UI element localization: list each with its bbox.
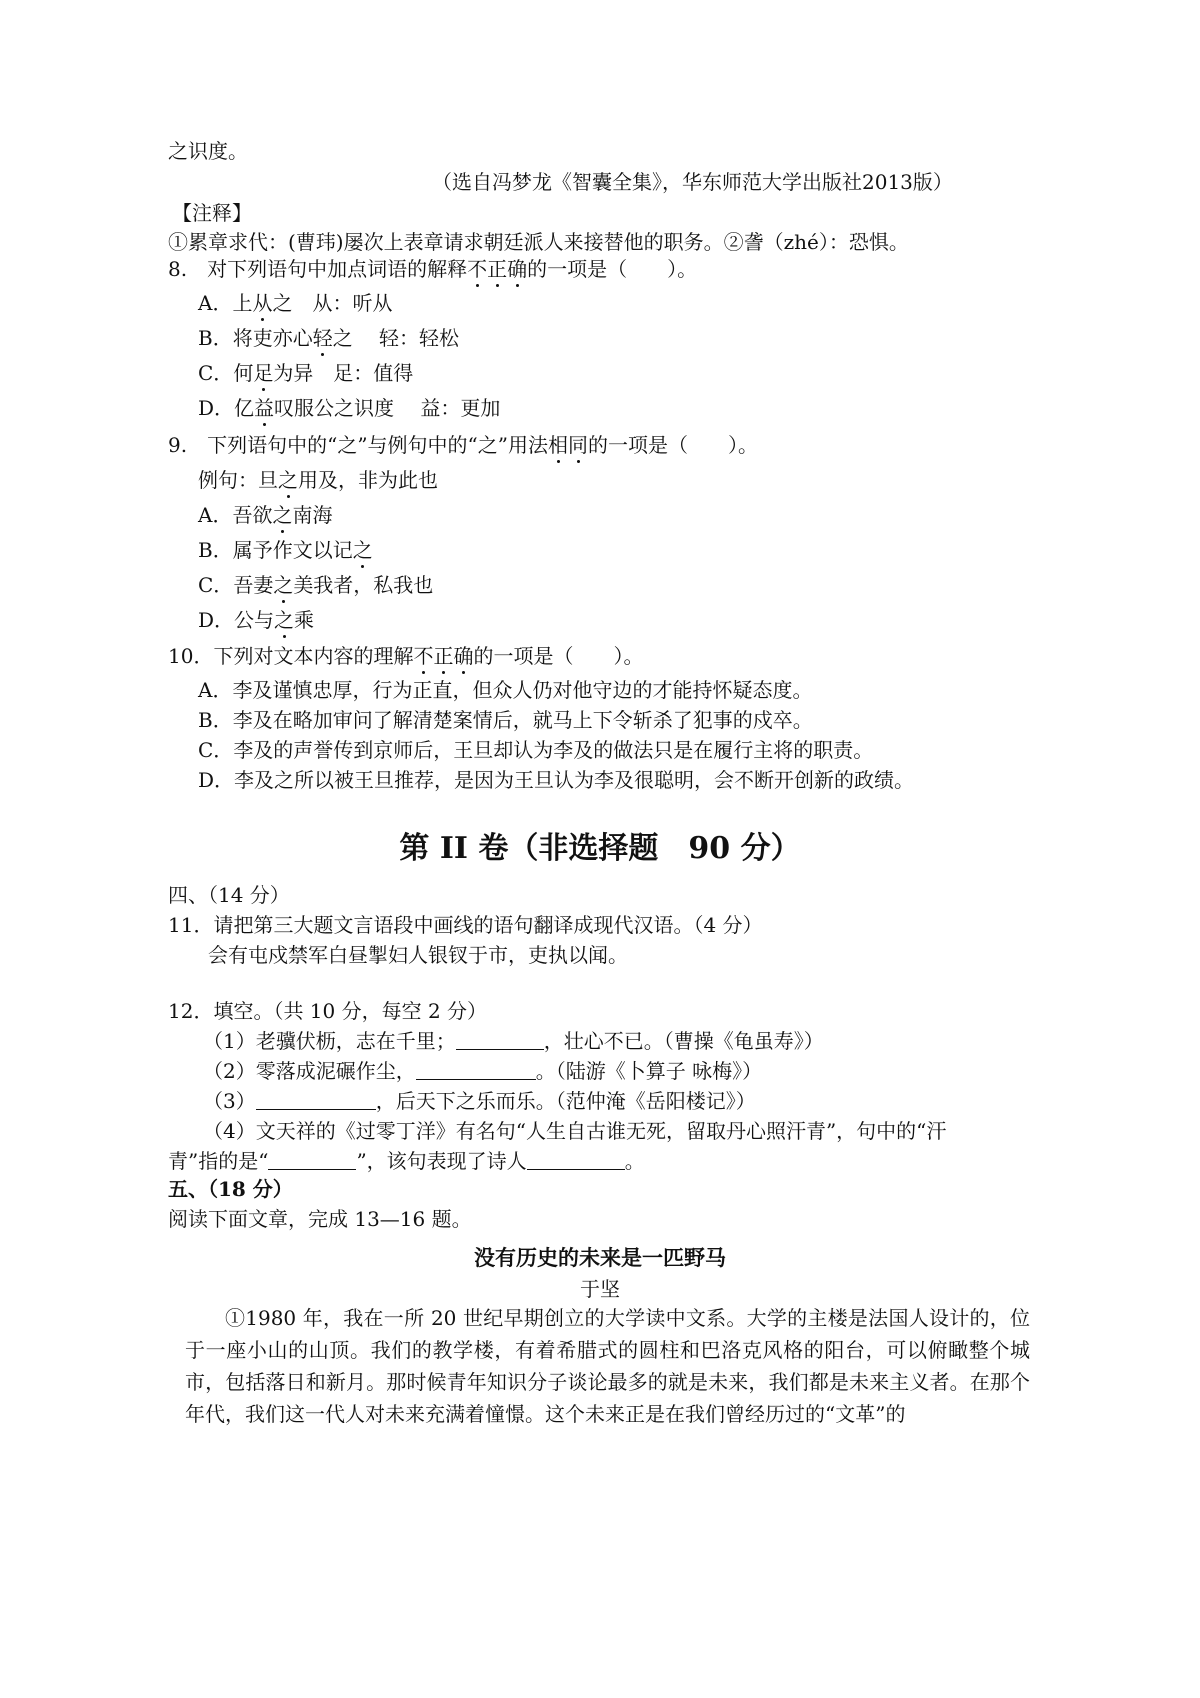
dotted-char: 之 xyxy=(274,608,295,632)
dotted-char: 正 xyxy=(487,257,508,281)
answer-blank[interactable] xyxy=(456,1029,544,1050)
question-10-option-a: A．李及谨慎忠厚，行为正直，但众人仍对他守边的才能持怀疑态度。 xyxy=(198,678,813,702)
dotted-char: 确 xyxy=(453,644,474,668)
question-12-item-3: （3） ，后天下之乐而乐。（范仲淹《岳阳楼记》） xyxy=(203,1089,756,1113)
answer-blank[interactable] xyxy=(527,1149,625,1170)
section-5-heading: 五、（18 分） xyxy=(168,1177,293,1201)
question-9-example: 例句：旦之用及，非为此也 xyxy=(198,468,438,492)
notes-heading: 【注释】 xyxy=(172,201,252,225)
dotted-char: 正 xyxy=(433,644,454,668)
question-12-item-4-line-2: 青”指的是“ ”，该句表现了诗人 。 xyxy=(168,1149,645,1173)
question-11-stem: 11．请把第三大题文言语段中画线的语句翻译成现代汉语。（4 分） xyxy=(168,913,763,937)
article-title: 没有历史的未来是一匹野马 xyxy=(474,1245,726,1270)
dotted-char: 不 xyxy=(413,644,434,668)
dotted-char: 之 xyxy=(273,573,294,597)
question-10-stem: 10．下列对文本内容的理解不正确的一项是（ ）。 xyxy=(168,644,644,668)
dotted-char: 之 xyxy=(352,538,373,562)
question-8-stem: 8. 对下列语句中加点词语的解释不正确的一项是（ ）。 xyxy=(168,257,698,281)
dotted-char: 益 xyxy=(254,396,275,420)
part-2-title: 第 II 卷（非选择题 90 分） xyxy=(399,831,801,866)
question-12-item-1: （1）老骥伏枥，志在千里； ，壮心不已。（曹操《龟虽寿》） xyxy=(203,1029,824,1053)
question-12-item-4-line-1: （4）文天祥的《过零丁洋》有名句“人生自古谁无死，留取丹心照汗青”，句中的“汗 xyxy=(203,1119,947,1143)
question-10-option-d: D．李及之所以被王旦推荐，是因为王旦认为李及很聪明，会不断开创新的政绩。 xyxy=(198,768,915,792)
question-number: 8. xyxy=(168,257,188,281)
section-4-heading: 四、（14 分） xyxy=(168,883,290,907)
section-5-instruction: 阅读下面文章，完成 13—16 题。 xyxy=(168,1207,472,1231)
question-number: 10． xyxy=(168,644,214,668)
answer-blank[interactable] xyxy=(256,1089,376,1110)
dotted-char: 从 xyxy=(252,291,273,315)
dotted-char: 同 xyxy=(568,433,588,457)
question-9-option-c: C．吾妻之美我者，私我也 xyxy=(198,573,434,597)
dotted-char: 足 xyxy=(253,361,274,385)
question-10-option-b: B．李及在略加审问了解清楚案情后，就马上下令斩杀了犯事的戍卒。 xyxy=(198,708,813,732)
article-author: 于坚 xyxy=(580,1277,620,1301)
question-10-option-c: C．李及的声誉传到京师后，王旦却认为李及的做法只是在履行主将的职责。 xyxy=(198,738,874,762)
question-11-sentence: 会有屯戍禁军白昼掣妇人银钗于市，吏执以闻。 xyxy=(208,943,628,967)
question-8-option-d: D．亿益叹服公之识度 益：更加 xyxy=(198,396,501,420)
question-number: 9. xyxy=(168,433,188,457)
question-9-stem: 9. 下列语句中的“之”与例句中的“之”用法相同的一项是（ ）。 xyxy=(168,433,758,457)
dotted-char: 确 xyxy=(507,257,528,281)
dotted-char: 之 xyxy=(272,503,293,527)
question-12-item-2: （2）零落成泥碾作尘， 。（陆游《卜算子 咏梅》） xyxy=(203,1059,763,1083)
question-12-stem: 12．填空。（共 10 分，每空 2 分） xyxy=(168,999,488,1023)
answer-blank[interactable] xyxy=(268,1149,356,1170)
question-9-option-d: D．公与之乘 xyxy=(198,608,315,632)
dotted-char: 相 xyxy=(548,433,568,457)
question-8-option-c: C．何足为异 足：值得 xyxy=(198,361,414,385)
question-9-option-a: A．吾欲之南海 xyxy=(198,503,333,527)
dotted-char: 之 xyxy=(278,468,298,492)
answer-blank[interactable] xyxy=(416,1059,536,1080)
source-note: （选自冯梦龙《智囊全集》，华东师范大学出版社2013版） xyxy=(432,170,953,194)
notes-content: ①累章求代：(曹玮)屡次上表章请求朝廷派人来接替他的职务。②詟（zhé）：恐惧。 xyxy=(168,230,909,254)
dotted-char: 轻 xyxy=(312,326,333,350)
previous-text-tail: 之识度。 xyxy=(168,139,248,163)
dotted-char: 不 xyxy=(467,257,488,281)
question-8-option-a: A．上从之 从：听从 xyxy=(198,291,393,315)
question-8-option-b: B．将吏亦心轻之 轻：轻松 xyxy=(198,326,460,350)
article-paragraph-1: ①1980 年，我在一所 20 世纪早期创立的大学读中文系。大学的主楼是法国人设计的，位于一座小山的山顶。我们的教学楼，有着希腊式的圆柱和巴洛克风格的阳台，可以俯瞰整个城市，包括落日和新月。那时候青年知识分子谈论最多的就是未来，我们都是未来主义者。在那个年代，我们这一代人对未来充满着憧憬。这个未来正是在我们曾经历过的“文革”的 xyxy=(185,1306,1030,1426)
question-9-option-b: B．属予作文以记之 xyxy=(198,538,373,562)
